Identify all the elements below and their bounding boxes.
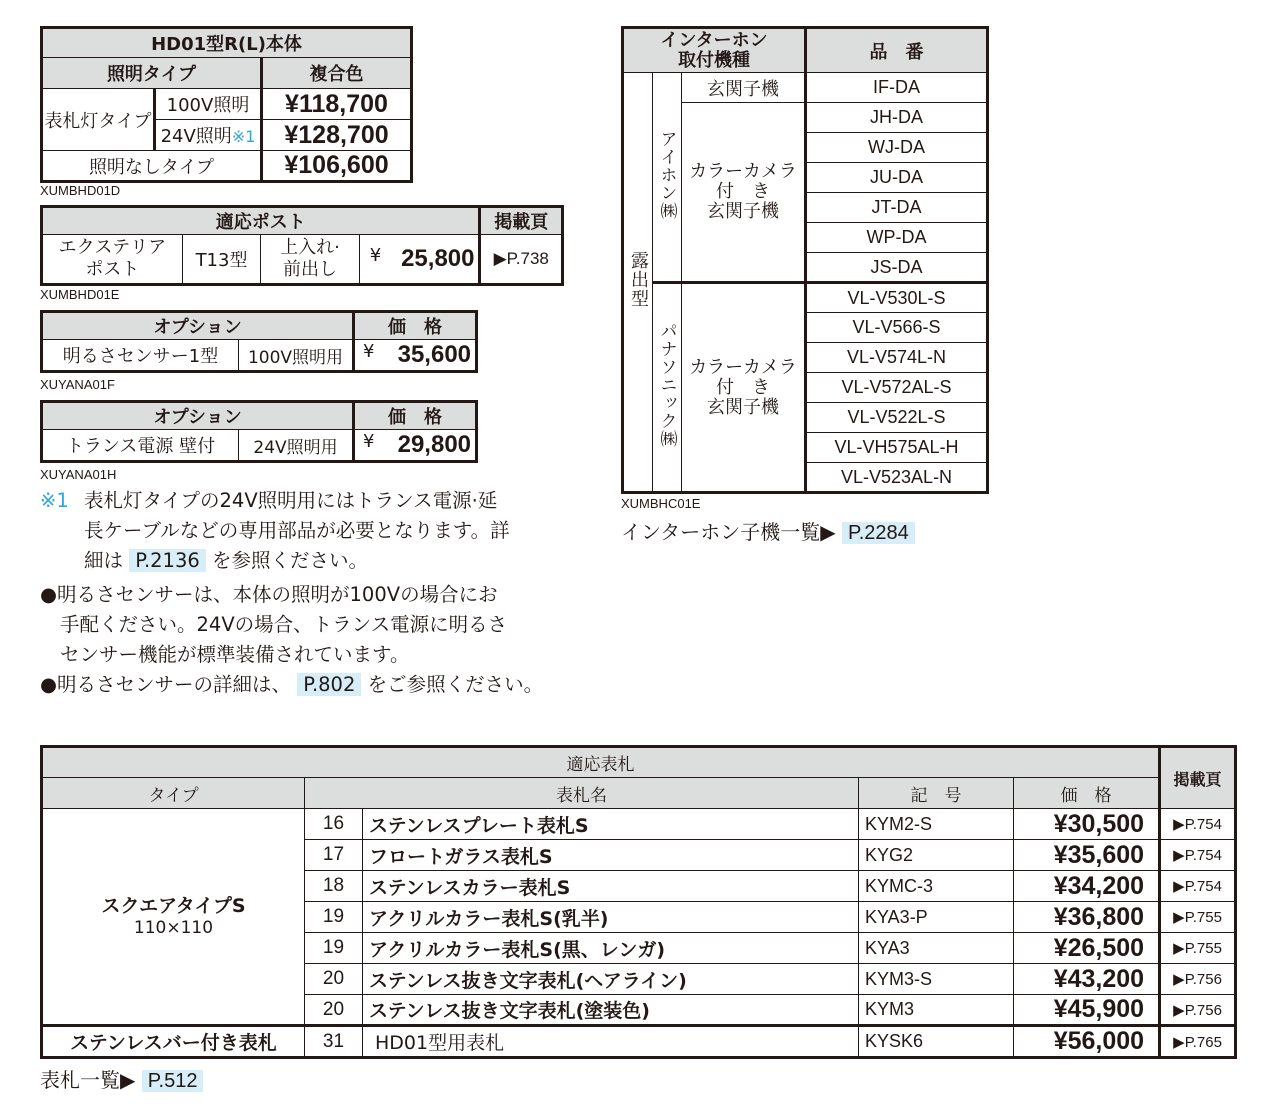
row-page-link[interactable]: ▶P.756 bbox=[1160, 995, 1236, 1026]
price-header: 価 格 bbox=[354, 402, 477, 430]
intercom-list-label: インターホン子機一覧▶ bbox=[621, 520, 836, 544]
row-name: フロートガラス表札S bbox=[363, 840, 859, 871]
row-price: ¥26,500 bbox=[1014, 933, 1160, 964]
note-1-line3-post: を参照ください。 bbox=[211, 549, 368, 572]
option-price-cell bbox=[354, 430, 477, 462]
type-line1: カラーカメラ bbox=[689, 161, 797, 182]
row-code: KYM3-S bbox=[859, 964, 1014, 995]
option-name: トランス電源 壁付 bbox=[42, 430, 239, 462]
row-code: KYA3 bbox=[859, 933, 1014, 964]
option-table-transformer bbox=[40, 400, 478, 463]
yen-sign: ¥ bbox=[363, 431, 375, 452]
type-square-s-label: スクエアタイプS bbox=[101, 894, 246, 917]
row-price: ¥45,900 bbox=[1014, 995, 1160, 1026]
post-name-line1: エクステリア bbox=[58, 237, 167, 258]
option-product-code-2: XUYANA01H bbox=[40, 467, 117, 482]
part-number: JH-DA bbox=[806, 103, 988, 133]
table-row bbox=[42, 809, 1236, 840]
mount-type bbox=[623, 73, 653, 493]
row-price: ¥56,000 bbox=[1014, 1026, 1160, 1058]
price-header: 価 格 bbox=[354, 312, 477, 340]
post-product-code: XUMBHD01E bbox=[40, 287, 120, 302]
intercom-product-code: XUMBHC01E bbox=[621, 496, 701, 511]
maker-panasonic bbox=[653, 283, 682, 493]
bullet-1-line3: センサー機能が標準装備されています。 bbox=[60, 643, 410, 666]
part-number-header: 品 番 bbox=[806, 28, 988, 73]
post-model: T13型 bbox=[182, 235, 260, 285]
row-no: 19 bbox=[305, 933, 363, 964]
post-name bbox=[42, 235, 183, 285]
part-number: VL-V523AL-N bbox=[806, 463, 988, 493]
row-name: ステンレス抜き文字表札(ヘアライン) bbox=[363, 964, 859, 995]
bullet-2 bbox=[40, 670, 570, 700]
note-1-line2: 長ケーブルなどの専用部品が必要となります。詳 bbox=[84, 519, 510, 542]
row-code: KYM2-S bbox=[859, 809, 1014, 840]
post-page-link[interactable]: ▶P.738 bbox=[480, 235, 563, 285]
note-1-line1: 表札灯タイプの24V照明用にはトランス電源·延 bbox=[84, 489, 498, 512]
note-1-line3 bbox=[84, 546, 510, 576]
post-header: 適応ポスト bbox=[42, 207, 480, 235]
bullet-1-line2: 手配ください。24Vの場合、トランス電源に明るさ bbox=[60, 613, 508, 636]
part-number: JS-DA bbox=[806, 253, 988, 283]
row-page-link[interactable]: ▶P.754 bbox=[1160, 809, 1236, 840]
note-1-mark: ※1 bbox=[40, 489, 69, 512]
type-col-header: タイプ bbox=[42, 778, 305, 809]
intercom-type-door: 玄関子機 bbox=[682, 73, 806, 103]
option-product-code-1: XUYANA01F bbox=[40, 377, 115, 392]
intercom-header-line1: インターホン bbox=[660, 29, 768, 51]
row-price: ¥36,800 bbox=[1014, 902, 1160, 933]
type-square-s bbox=[42, 809, 305, 1026]
maker-aiphone bbox=[653, 73, 682, 283]
yen-sign: ¥ bbox=[363, 341, 375, 362]
page-header: 掲載頁 bbox=[1160, 747, 1236, 809]
lighting-100v: 100V照明 bbox=[155, 89, 262, 120]
post-name-line2: ポスト bbox=[85, 259, 140, 280]
post-style-line1: 上入れ· bbox=[280, 237, 340, 258]
page-link-802[interactable]: P.802 bbox=[297, 673, 361, 696]
row-code: KYM3 bbox=[859, 995, 1014, 1026]
page-link-2136[interactable]: P.2136 bbox=[129, 549, 206, 572]
price-col-header: 価 格 bbox=[1014, 778, 1160, 809]
option-spec: 100V照明用 bbox=[239, 340, 354, 372]
body-price-table bbox=[40, 26, 413, 183]
price-no-light: ¥106,600 bbox=[262, 151, 412, 182]
option-price: 29,800 bbox=[397, 431, 472, 458]
maker-aiphone-label: アイホン㈱ bbox=[656, 129, 677, 220]
nameplate-light-type: 表札灯タイプ bbox=[42, 89, 155, 151]
color-header: 複合色 bbox=[262, 58, 412, 89]
yen-sign: ¥ bbox=[369, 245, 382, 266]
row-no: 19 bbox=[305, 902, 363, 933]
part-number: VL-V530L-S bbox=[806, 283, 988, 313]
part-number: VL-VH575AL-H bbox=[806, 433, 988, 463]
row-page-link[interactable]: ▶P.756 bbox=[1160, 964, 1236, 995]
type-line1: カラーカメラ bbox=[689, 356, 797, 378]
part-number: VL-V566-S bbox=[806, 313, 988, 343]
row-page-link[interactable]: ▶P.755 bbox=[1160, 933, 1236, 964]
row-page-link[interactable]: ▶P.754 bbox=[1160, 840, 1236, 871]
no-light-type: 照明なしタイプ bbox=[42, 151, 262, 182]
nameplate-header: 適応表札 bbox=[42, 747, 1160, 778]
post-price-cell bbox=[359, 235, 480, 285]
row-price: ¥35,600 bbox=[1014, 840, 1160, 871]
note-1 bbox=[40, 486, 570, 576]
row-page-link[interactable]: ▶P.754 bbox=[1160, 871, 1236, 902]
row-code: KYSK6 bbox=[859, 1026, 1014, 1058]
option-header: オプション bbox=[42, 312, 354, 340]
page-link-512[interactable]: P.512 bbox=[142, 1070, 204, 1092]
part-number: WJ-DA bbox=[806, 133, 988, 163]
lighting-type-header: 照明タイプ bbox=[42, 58, 262, 89]
row-price: ¥43,200 bbox=[1014, 964, 1160, 995]
option-price: 35,600 bbox=[397, 341, 472, 368]
row-name: ステンレスプレート表札S bbox=[363, 809, 859, 840]
row-price: ¥30,500 bbox=[1014, 809, 1160, 840]
row-price: ¥34,200 bbox=[1014, 871, 1160, 902]
row-no: 17 bbox=[305, 840, 363, 871]
intercom-type-camera bbox=[682, 283, 806, 493]
row-name: アクリルカラー表札S(乳半) bbox=[363, 902, 859, 933]
row-name: ステンレス抜き文字表札(塗装色) bbox=[363, 995, 859, 1026]
row-no: 31 bbox=[305, 1026, 363, 1058]
row-no: 18 bbox=[305, 871, 363, 902]
note-1-line3-pre: 細は bbox=[84, 549, 124, 572]
lighting-24v-label: 24V照明 bbox=[160, 126, 232, 147]
code-col-header: 記 号 bbox=[859, 778, 1014, 809]
intercom-list-ref bbox=[621, 516, 915, 545]
option-spec: 24V照明用 bbox=[239, 430, 354, 462]
bullet-1-line1: ●明るさセンサーは、本体の照明が100Vの場合にお bbox=[40, 583, 498, 606]
intercom-model-header bbox=[623, 28, 806, 73]
post-style-line2: 前出し bbox=[283, 259, 338, 280]
name-col-header: 表札名 bbox=[305, 778, 859, 809]
body-table-title: HD01型R(L)本体 bbox=[42, 28, 412, 58]
note-mark: ※1 bbox=[231, 127, 256, 146]
row-code: KYG2 bbox=[859, 840, 1014, 871]
row-no: 20 bbox=[305, 964, 363, 995]
part-number: WP-DA bbox=[806, 223, 988, 253]
page-link-2284[interactable]: P.2284 bbox=[842, 522, 915, 544]
type-line3: 玄関子機 bbox=[707, 201, 780, 222]
post-table bbox=[40, 205, 564, 286]
row-name: ステンレスカラー表札S bbox=[363, 871, 859, 902]
mount-type-label: 露出型 bbox=[628, 251, 649, 308]
bullet-sensor bbox=[40, 580, 570, 700]
type-line2: 付 き bbox=[716, 376, 771, 398]
part-number: IF-DA bbox=[806, 73, 988, 103]
intercom-type-camera bbox=[682, 103, 806, 283]
row-name: アクリルカラー表札S(黒、レンガ) bbox=[363, 933, 859, 964]
row-no: 16 bbox=[305, 809, 363, 840]
row-no: 20 bbox=[305, 995, 363, 1026]
row-page-link[interactable]: ▶P.765 bbox=[1160, 1026, 1236, 1058]
bullet-2-post: をご参照ください。 bbox=[367, 673, 544, 696]
page-header: 掲載頁 bbox=[480, 207, 563, 235]
body-product-code: XUMBHD01D bbox=[40, 183, 121, 198]
bullet-2-pre: ●明るさセンサーの詳細は、 bbox=[40, 673, 292, 696]
part-number: JT-DA bbox=[806, 193, 988, 223]
option-price-cell bbox=[354, 340, 477, 372]
lighting-24v bbox=[155, 120, 262, 151]
type-square-s-size: 110×110 bbox=[133, 917, 214, 938]
part-number: VL-V522L-S bbox=[806, 403, 988, 433]
type-line2: 付 き bbox=[716, 181, 771, 202]
maker-panasonic-label: パナソニック㈱ bbox=[656, 322, 677, 448]
option-header: オプション bbox=[42, 402, 354, 430]
type-line3: 玄関子機 bbox=[707, 396, 780, 418]
part-number: VL-V574L-N bbox=[806, 343, 988, 373]
price-100v: ¥118,700 bbox=[262, 89, 412, 120]
nameplate-list-ref bbox=[40, 1064, 203, 1093]
row-code: KYMC-3 bbox=[859, 871, 1014, 902]
post-style bbox=[261, 235, 360, 285]
part-number: JU-DA bbox=[806, 163, 988, 193]
price-24v: ¥128,700 bbox=[262, 120, 412, 151]
row-page-link[interactable]: ▶P.755 bbox=[1160, 902, 1236, 933]
nameplate-table bbox=[40, 745, 1237, 1059]
option-name: 明るさセンサー1型 bbox=[42, 340, 239, 372]
intercom-table bbox=[621, 26, 989, 494]
type-stainless-bar: ステンレスバー付き表札 bbox=[42, 1026, 305, 1058]
part-number: VL-V572AL-S bbox=[806, 373, 988, 403]
post-price: 25,800 bbox=[401, 245, 475, 272]
option-table-sensor bbox=[40, 310, 478, 373]
nameplate-list-label: 表札一覧▶ bbox=[40, 1068, 136, 1092]
table-row bbox=[42, 1026, 1236, 1058]
row-code: KYA3-P bbox=[859, 902, 1014, 933]
intercom-header-line2: 取付機種 bbox=[678, 49, 751, 71]
row-name: HD01型用表札 bbox=[363, 1026, 859, 1058]
